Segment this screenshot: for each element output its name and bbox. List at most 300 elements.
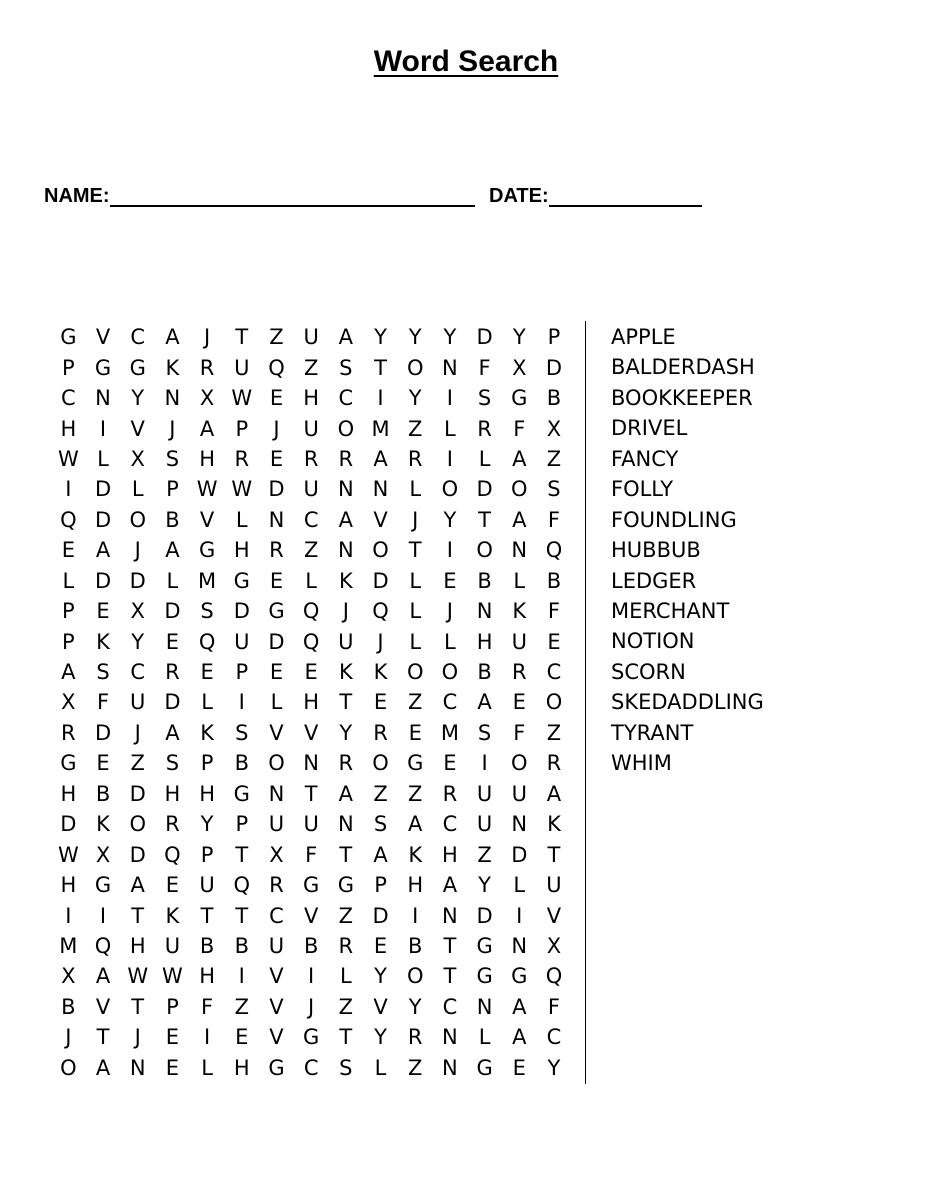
grid-letter[interactable]: P (166, 477, 179, 502)
grid-letter[interactable]: N (476, 599, 493, 624)
grid-letter[interactable]: G (476, 1055, 493, 1080)
grid-letter[interactable]: G (268, 599, 285, 624)
grid-letter[interactable]: O (129, 507, 146, 532)
grid-letter[interactable]: A (546, 781, 562, 806)
grid-letter[interactable]: C (442, 690, 458, 715)
grid-letter[interactable]: W (162, 964, 183, 989)
grid-letter[interactable]: H (303, 690, 320, 715)
grid-letter[interactable]: U (303, 812, 319, 837)
grid-letter[interactable]: U (338, 629, 354, 654)
grid-letter[interactable]: M (198, 568, 217, 593)
grid-letter[interactable]: K (165, 903, 180, 928)
grid-letter[interactable]: U (511, 781, 527, 806)
grid-letter[interactable]: U (268, 933, 285, 958)
grid-letter[interactable]: K (512, 599, 527, 624)
grid-letter[interactable]: L (478, 446, 491, 471)
grid-letter[interactable]: L (62, 568, 75, 593)
grid-letter[interactable]: T (339, 1025, 353, 1050)
grid-letter[interactable]: R (199, 355, 215, 380)
grid-letter[interactable]: H (129, 933, 146, 958)
grid-letter[interactable]: N (95, 386, 111, 411)
grid-letter[interactable]: P (374, 873, 387, 898)
grid-letter[interactable]: S (165, 446, 180, 471)
grid-letter[interactable]: O (406, 355, 424, 380)
grid-letter[interactable]: Z (373, 781, 388, 806)
grid-letter[interactable]: J (65, 1025, 72, 1050)
grid-letter[interactable]: J (203, 325, 211, 350)
grid-letter[interactable]: T (547, 842, 561, 867)
grid-letter[interactable]: D (94, 720, 112, 745)
grid-letter[interactable]: I (99, 903, 107, 928)
grid-letter[interactable]: R (165, 812, 180, 837)
grid-letter[interactable]: S (339, 355, 353, 380)
grid-letter[interactable]: R (269, 873, 284, 898)
grid-letter[interactable]: P (235, 660, 249, 685)
grid-letter[interactable]: Z (303, 538, 319, 563)
grid-letter[interactable]: G (94, 873, 112, 898)
grid-letter[interactable]: U (303, 325, 319, 350)
grid-letter[interactable]: D (476, 477, 493, 502)
grid-letter[interactable]: E (443, 751, 457, 776)
grid-letter[interactable]: S (477, 386, 492, 411)
grid-letter[interactable]: Q (545, 964, 563, 989)
grid-letter[interactable]: C (303, 507, 319, 532)
grid-letter[interactable]: D (94, 507, 112, 532)
grid-letter[interactable]: L (513, 568, 526, 593)
grid-letter[interactable]: V (373, 507, 388, 532)
grid-letter[interactable]: G (476, 933, 493, 958)
grid-letter[interactable]: L (339, 964, 352, 989)
grid-letter[interactable]: A (165, 720, 180, 745)
grid-letter[interactable]: X (512, 355, 527, 380)
grid-letter[interactable]: I (446, 446, 453, 471)
grid-letter[interactable]: P (235, 812, 249, 837)
grid-letter[interactable]: A (95, 1055, 111, 1080)
grid-letter[interactable]: D (233, 599, 250, 624)
grid-letter[interactable]: H (442, 842, 458, 867)
grid-letter[interactable]: F (547, 994, 561, 1019)
grid-letter[interactable]: H (60, 781, 77, 806)
grid-letter[interactable]: U (546, 873, 562, 898)
grid-letter[interactable]: A (95, 964, 111, 989)
grid-letter[interactable]: E (547, 629, 561, 654)
grid-letter[interactable]: Z (408, 690, 423, 715)
grid-letter[interactable]: E (61, 538, 75, 563)
grid-letter[interactable]: G (303, 873, 320, 898)
grid-letter[interactable]: P (62, 629, 75, 654)
grid-letter[interactable]: Z (408, 416, 423, 441)
grid-letter[interactable]: E (512, 690, 526, 715)
grid-letter[interactable]: V (95, 325, 111, 350)
grid-letter[interactable]: O (60, 1055, 77, 1080)
grid-letter[interactable]: D (476, 325, 493, 350)
grid-letter[interactable]: N (164, 386, 181, 411)
grid-letter[interactable]: W (57, 446, 79, 471)
grid-letter[interactable]: I (412, 903, 419, 928)
grid-letter[interactable]: L (409, 629, 422, 654)
name-blank-line[interactable] (110, 183, 475, 207)
grid-letter[interactable]: J (412, 507, 419, 532)
grid-letter[interactable]: D (268, 629, 285, 654)
grid-letter[interactable]: T (478, 507, 491, 532)
grid-letter[interactable]: S (96, 660, 110, 685)
grid-letter[interactable]: V (546, 903, 562, 928)
grid-letter[interactable]: K (338, 660, 353, 685)
grid-letter[interactable]: D (129, 781, 146, 806)
grid-letter[interactable]: L (444, 629, 456, 654)
grid-letter[interactable]: T (235, 842, 249, 867)
grid-letter[interactable]: A (477, 690, 492, 715)
grid-letter[interactable]: R (234, 446, 250, 471)
grid-letter[interactable]: P (62, 355, 75, 380)
grid-letter[interactable]: A (408, 812, 423, 837)
grid-letter[interactable]: Y (374, 325, 387, 350)
grid-letter[interactable]: T (304, 781, 318, 806)
grid-letter[interactable]: H (199, 781, 215, 806)
grid-letter[interactable]: Q (302, 599, 320, 624)
grid-letter[interactable]: C (303, 1055, 319, 1080)
grid-letter[interactable]: R (165, 660, 180, 685)
grid-letter[interactable]: W (127, 964, 149, 989)
grid-letter[interactable]: H (233, 1055, 250, 1080)
grid-letter[interactable]: G (233, 781, 250, 806)
grid-letter[interactable]: S (477, 720, 492, 745)
grid-letter[interactable]: I (238, 964, 245, 989)
grid-letter[interactable]: X (130, 446, 145, 471)
grid-letter[interactable]: Z (546, 720, 562, 745)
grid-letter[interactable]: T (443, 964, 457, 989)
grid-letter[interactable]: L (97, 446, 109, 471)
grid-letter[interactable]: F (478, 355, 491, 380)
grid-letter[interactable]: R (338, 751, 354, 776)
grid-letter[interactable]: E (443, 568, 457, 593)
grid-letter[interactable]: N (303, 751, 320, 776)
grid-letter[interactable]: J (308, 994, 315, 1019)
grid-letter[interactable]: N (268, 781, 285, 806)
grid-letter[interactable]: C (442, 812, 458, 837)
grid-letter[interactable]: Z (408, 781, 423, 806)
grid-letter[interactable]: G (511, 386, 528, 411)
grid-letter[interactable]: C (61, 386, 76, 411)
grid-letter[interactable]: D (164, 599, 181, 624)
grid-letter[interactable]: A (130, 873, 145, 898)
grid-letter[interactable]: A (199, 416, 215, 441)
grid-letter[interactable]: I (65, 477, 72, 502)
grid-letter[interactable]: F (201, 994, 214, 1019)
grid-letter[interactable]: X (61, 690, 76, 715)
date-blank-line[interactable] (549, 183, 702, 207)
grid-letter[interactable]: B (234, 933, 249, 958)
grid-letter[interactable]: Y (408, 994, 422, 1019)
grid-letter[interactable]: I (446, 386, 453, 411)
grid-letter[interactable]: E (96, 599, 110, 624)
grid-letter[interactable]: Y (374, 964, 387, 989)
grid-letter[interactable]: T (339, 842, 353, 867)
grid-letter[interactable]: S (200, 599, 214, 624)
grid-letter[interactable]: L (235, 507, 248, 532)
grid-letter[interactable]: H (164, 781, 181, 806)
grid-letter[interactable]: R (61, 720, 76, 745)
grid-letter[interactable]: C (546, 660, 562, 685)
grid-letter[interactable]: I (308, 964, 315, 989)
grid-letter[interactable]: Q (302, 629, 320, 654)
grid-letter[interactable]: P (200, 751, 214, 776)
grid-letter[interactable]: U (476, 812, 493, 837)
grid-letter[interactable]: A (373, 446, 388, 471)
grid-letter[interactable]: J (273, 416, 280, 441)
grid-letter[interactable]: Q (233, 873, 251, 898)
grid-letter[interactable]: N (129, 1055, 146, 1080)
grid-letter[interactable]: E (200, 660, 214, 685)
grid-letter[interactable]: K (338, 568, 353, 593)
grid-letter[interactable]: R (407, 446, 423, 471)
grid-letter[interactable]: E (269, 446, 284, 471)
grid-letter[interactable]: E (269, 386, 284, 411)
grid-letter[interactable]: I (446, 538, 453, 563)
grid-letter[interactable]: L (374, 1055, 387, 1080)
grid-letter[interactable]: J (134, 720, 141, 745)
grid-letter[interactable]: L (201, 690, 213, 715)
grid-letter[interactable]: J (377, 629, 384, 654)
grid-letter[interactable]: B (477, 568, 492, 593)
grid-letter[interactable]: O (372, 538, 389, 563)
grid-letter[interactable]: E (408, 720, 422, 745)
grid-letter[interactable]: T (443, 933, 457, 958)
grid-letter[interactable]: U (164, 933, 181, 958)
grid-letter[interactable]: I (377, 386, 384, 411)
grid-letter[interactable]: O (545, 690, 563, 715)
grid-letter[interactable]: X (546, 933, 562, 958)
grid-letter[interactable]: T (339, 690, 353, 715)
grid-letter[interactable]: D (164, 690, 181, 715)
grid-letter[interactable]: T (200, 903, 214, 928)
grid-letter[interactable]: G (233, 568, 250, 593)
grid-letter[interactable]: O (511, 477, 528, 502)
grid-letter[interactable]: V (199, 507, 215, 532)
grid-letter[interactable]: V (303, 903, 319, 928)
grid-letter[interactable]: O (268, 751, 285, 776)
grid-letter[interactable]: Q (545, 538, 563, 563)
grid-letter[interactable]: E (235, 1025, 249, 1050)
grid-letter[interactable]: M (440, 720, 459, 745)
grid-letter[interactable]: A (338, 781, 354, 806)
grid-letter[interactable]: D (94, 568, 112, 593)
grid-letter[interactable]: P (547, 325, 561, 350)
grid-letter[interactable]: Q (268, 355, 285, 380)
grid-letter[interactable]: O (406, 964, 424, 989)
grid-letter[interactable]: Y (408, 325, 422, 350)
grid-letter[interactable]: N (511, 538, 528, 563)
grid-letter[interactable]: H (199, 446, 215, 471)
grid-letter[interactable]: V (269, 994, 284, 1019)
grid-letter[interactable]: W (231, 477, 253, 502)
grid-letter[interactable]: L (409, 477, 422, 502)
grid-letter[interactable]: I (203, 1025, 211, 1050)
grid-letter[interactable]: H (407, 873, 424, 898)
grid-letter[interactable]: H (60, 416, 77, 441)
grid-letter[interactable]: B (199, 933, 215, 958)
grid-letter[interactable]: V (95, 994, 111, 1019)
grid-letter[interactable]: Y (478, 873, 491, 898)
grid-letter[interactable]: H (303, 386, 320, 411)
grid-letter[interactable]: Y (374, 1025, 387, 1050)
grid-letter[interactable]: Q (198, 629, 216, 654)
grid-letter[interactable]: R (407, 1025, 423, 1050)
grid-letter[interactable]: U (476, 781, 493, 806)
grid-letter[interactable]: V (269, 964, 284, 989)
grid-letter[interactable]: K (547, 812, 561, 837)
grid-letter[interactable]: U (303, 416, 319, 441)
grid-letter[interactable]: Z (130, 751, 145, 776)
grid-letter[interactable]: X (269, 842, 284, 867)
grid-letter[interactable]: U (511, 629, 527, 654)
grid-letter[interactable]: F (547, 599, 561, 624)
grid-letter[interactable]: S (235, 720, 249, 745)
grid-letter[interactable]: G (129, 355, 146, 380)
grid-letter[interactable]: H (233, 538, 250, 563)
grid-letter[interactable]: A (165, 538, 180, 563)
grid-letter[interactable]: Z (303, 355, 319, 380)
grid-letter[interactable]: L (131, 477, 144, 502)
grid-letter[interactable]: F (513, 720, 526, 745)
grid-letter[interactable]: R (269, 538, 284, 563)
grid-letter[interactable]: R (373, 720, 388, 745)
grid-letter[interactable]: T (131, 994, 145, 1019)
grid-letter[interactable]: Z (546, 446, 562, 471)
grid-letter[interactable]: T (235, 903, 249, 928)
grid-letter[interactable]: Q (94, 933, 112, 958)
grid-letter[interactable]: M (371, 416, 390, 441)
grid-letter[interactable]: L (513, 873, 526, 898)
grid-letter[interactable]: X (130, 599, 145, 624)
grid-letter[interactable]: E (304, 660, 318, 685)
grid-letter[interactable]: D (129, 568, 146, 593)
grid-letter[interactable]: Q (372, 599, 389, 624)
grid-letter[interactable]: E (165, 1055, 180, 1080)
grid-letter[interactable]: E (269, 568, 284, 593)
grid-letter[interactable]: Y (339, 720, 353, 745)
grid-letter[interactable]: U (303, 477, 319, 502)
grid-letter[interactable]: A (95, 538, 111, 563)
grid-letter[interactable]: Z (408, 1055, 423, 1080)
grid-letter[interactable]: G (511, 964, 528, 989)
grid-letter[interactable]: H (60, 873, 77, 898)
grid-letter[interactable]: T (235, 325, 249, 350)
grid-letter[interactable]: N (442, 1055, 458, 1080)
grid-letter[interactable]: U (234, 629, 250, 654)
grid-letter[interactable]: B (477, 660, 492, 685)
grid-letter[interactable]: R (303, 446, 319, 471)
grid-letter[interactable]: E (165, 1025, 180, 1050)
grid-letter[interactable]: Z (477, 842, 492, 867)
grid-letter[interactable]: J (169, 416, 176, 441)
grid-letter[interactable]: N (442, 355, 458, 380)
grid-letter[interactable]: N (337, 812, 354, 837)
grid-letter[interactable]: L (305, 568, 317, 593)
grid-letter[interactable]: H (199, 964, 215, 989)
grid-letter[interactable]: T (374, 355, 387, 380)
grid-letter[interactable]: X (95, 842, 111, 867)
grid-letter[interactable]: Q (164, 842, 181, 867)
grid-letter[interactable]: L (201, 1055, 213, 1080)
grid-letter[interactable]: N (442, 1025, 458, 1050)
grid-letter[interactable]: L (409, 599, 422, 624)
grid-letter[interactable]: F (513, 416, 526, 441)
grid-letter[interactable]: Y (443, 325, 457, 350)
grid-letter[interactable]: X (61, 964, 76, 989)
grid-letter[interactable]: R (546, 751, 562, 776)
grid-letter[interactable]: G (60, 751, 77, 776)
grid-letter[interactable]: J (134, 1025, 141, 1050)
grid-letter[interactable]: N (372, 477, 389, 502)
grid-letter[interactable]: X (199, 386, 215, 411)
grid-letter[interactable]: O (129, 812, 146, 837)
grid-letter[interactable]: X (546, 416, 562, 441)
grid-letter[interactable]: A (338, 507, 354, 532)
grid-letter[interactable]: G (60, 325, 77, 350)
grid-letter[interactable]: E (269, 660, 284, 685)
grid-letter[interactable]: O (372, 751, 389, 776)
grid-letter[interactable]: A (442, 873, 458, 898)
grid-letter[interactable]: I (65, 903, 72, 928)
grid-letter[interactable]: D (94, 477, 112, 502)
grid-letter[interactable]: I (99, 416, 107, 441)
grid-letter[interactable]: D (511, 842, 528, 867)
grid-letter[interactable]: Y (200, 812, 214, 837)
grid-letter[interactable]: R (338, 446, 354, 471)
grid-letter[interactable]: L (409, 568, 422, 593)
grid-letter[interactable]: P (166, 994, 179, 1019)
grid-letter[interactable]: L (166, 568, 179, 593)
grid-letter[interactable]: E (373, 690, 388, 715)
grid-letter[interactable]: Y (131, 386, 145, 411)
grid-letter[interactable]: F (305, 842, 318, 867)
grid-letter[interactable]: T (131, 903, 145, 928)
grid-letter[interactable]: V (373, 994, 388, 1019)
grid-letter[interactable]: R (511, 660, 527, 685)
grid-letter[interactable]: T (408, 538, 422, 563)
grid-letter[interactable]: W (57, 842, 79, 867)
grid-letter[interactable]: B (165, 507, 180, 532)
grid-letter[interactable]: E (512, 1055, 526, 1080)
grid-letter[interactable]: O (406, 660, 424, 685)
grid-letter[interactable]: D (372, 568, 389, 593)
grid-letter[interactable]: G (94, 355, 112, 380)
grid-letter[interactable]: U (234, 355, 250, 380)
grid-letter[interactable]: V (303, 720, 319, 745)
grid-letter[interactable]: K (373, 660, 388, 685)
grid-letter[interactable]: A (512, 446, 527, 471)
grid-letter[interactable]: F (96, 690, 110, 715)
grid-letter[interactable]: G (337, 873, 354, 898)
grid-letter[interactable]: R (477, 416, 492, 441)
grid-letter[interactable]: Y (443, 507, 457, 532)
grid-letter[interactable]: C (546, 1025, 562, 1050)
grid-letter[interactable]: G (476, 964, 493, 989)
grid-letter[interactable]: V (130, 416, 145, 441)
grid-letter[interactable]: K (96, 629, 110, 654)
grid-letter[interactable]: R (442, 781, 458, 806)
grid-letter[interactable]: C (338, 386, 354, 411)
grid-letter[interactable]: V (269, 720, 284, 745)
grid-letter[interactable]: F (547, 507, 561, 532)
grid-letter[interactable]: O (476, 538, 493, 563)
grid-letter[interactable]: S (547, 477, 561, 502)
grid-letter[interactable]: D (129, 842, 146, 867)
grid-letter[interactable]: O (441, 477, 459, 502)
grid-letter[interactable]: O (441, 660, 459, 685)
grid-letter[interactable]: E (165, 873, 180, 898)
